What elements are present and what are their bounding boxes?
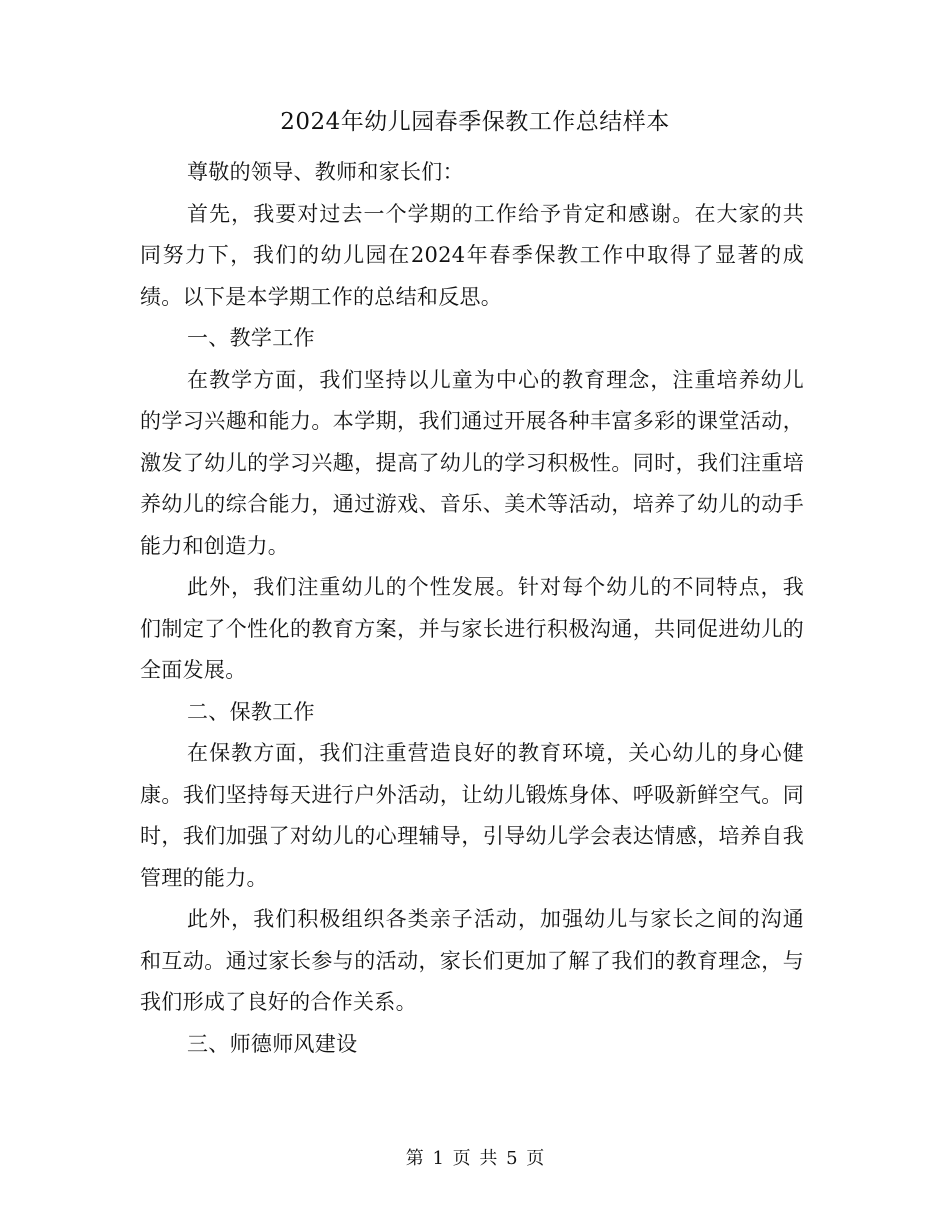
section-heading-ethics: 三、师德师风建设 bbox=[187, 1031, 358, 1056]
paragraph-parent-activities: 此外，我们积极组织各类亲子活动，加强幼儿与家长之间的沟通和互动。通过家长参与的活动，家长们更加了解了我们的教育理念，与我们形成了良好的合作关系。 bbox=[140, 907, 804, 1014]
section-heading-care: 二、保教工作 bbox=[187, 699, 315, 724]
salutation: 尊敬的领导、教师和家长们： bbox=[187, 160, 464, 184]
document-body bbox=[140, 152, 804, 1065]
page-footer: 第 1 页 共 5 页 bbox=[405, 1148, 545, 1169]
paragraph-individual-development: 此外，我们注重幼儿的个性发展。针对每个幼儿的不同特点，我们制定了个性化的教育方案，并与家长进行积极沟通，共同促进幼儿的全面发展。 bbox=[140, 575, 804, 682]
document-title: 2024年幼儿园春季保教工作总结样本 bbox=[280, 109, 670, 135]
paragraph-teaching: 在教学方面，我们坚持以儿童为中心的教育理念，注重培养幼儿的学习兴趣和能力。本学期，我们通过开展各种丰富多彩的课堂活动，激发了幼儿的学习兴趣，提高了幼儿的学习积极性。同时，我们注重培养幼儿的综合能力，通过游戏、音乐、美术等活动，培养了幼儿的动手能力和创造力。 bbox=[140, 367, 804, 558]
paragraph-care: 在保教方面，我们注重营造良好的教育环境，关心幼儿的身心健康。我们坚持每天进行户外活动，让幼儿锻炼身体、呼吸新鲜空气。同时，我们加强了对幼儿的心理辅导，引导幼儿学会表达情感，培养自我管理的能力。 bbox=[140, 741, 804, 890]
section-heading-teaching: 一、教学工作 bbox=[187, 326, 315, 350]
paragraph-intro: 首先，我要对过去一个学期的工作给予肯定和感谢。在大家的共同努力下，我们的幼儿园在2024年春季保教工作中取得了显著的成绩。以下是本学期工作的总结和反思。 bbox=[140, 201, 804, 309]
